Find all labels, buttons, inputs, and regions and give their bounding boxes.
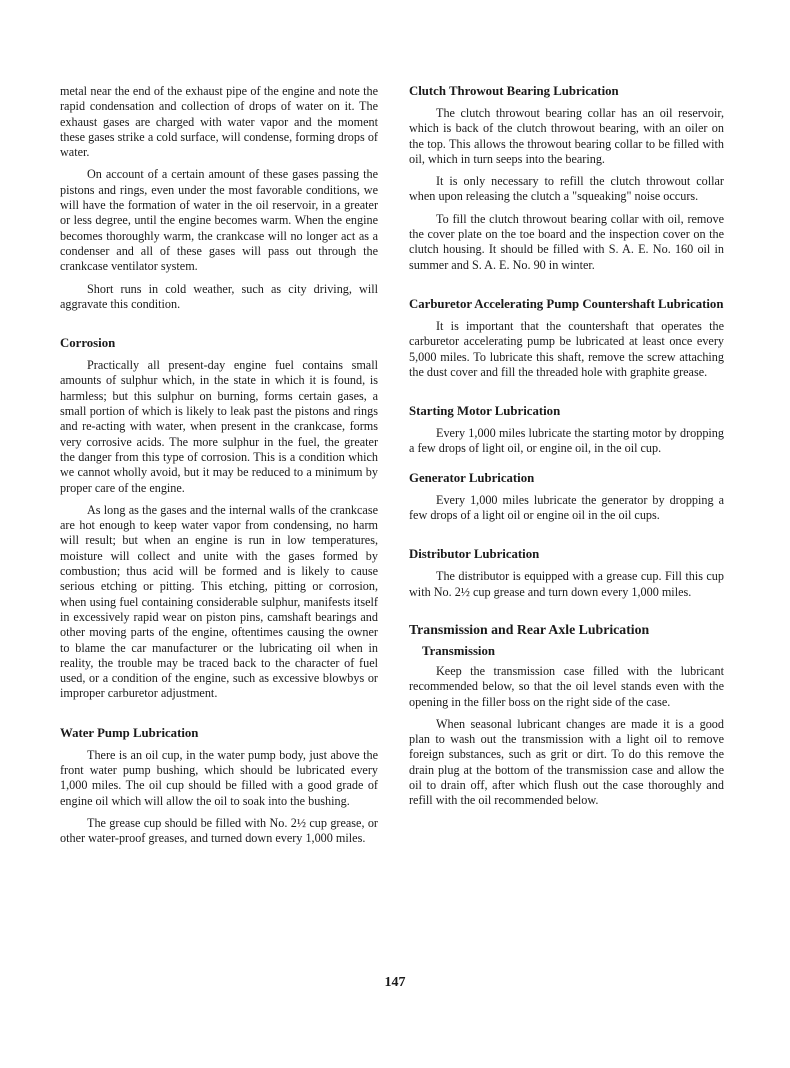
paragraph-clutch-1: The clutch throwout bearing collar has an oil reservoir, which is back of the clutch throwout bearing, with an oiler on the top. This allows the throwout bearing collar to be filled with oil, which in turn seeps into the bearing.: [409, 106, 724, 166]
subheading-transmission: Transmission: [422, 643, 496, 658]
paragraph-water-pump-1: There is an oil cup, in the water pump body, just above the front water pump bushing, which should be lubricated every 1,000 miles. The oil cup should be filled with a good grade of engine oil which will allow the oil to soak into the bushing.: [60, 747, 378, 808]
paragraph-corrosion-1: Practically all present-day engine fuel contains small amounts of sulphur which, in the state in which it is found, is harmless; but this sulphur on burning, forms certain gases, a small portion of which is likely to leak past the pistons and rings and re-acting with water, when present in the crankcase, forms very corrosive acids. The more sulphur in the fuel, the greater the danger from this type of corrosion. This is a condition which we cannot wholly avoid, but it may be reduced to a minimum by proper care of the engine.: [60, 358, 378, 495]
paragraph-transmission-1: Keep the transmission case filled with the lubricant recommended below, so that the oil level stands even with the opening in the filler boss on the right side of the case.: [409, 663, 724, 709]
page-number: 147: [384, 975, 406, 990]
paragraph-corrosion-2: As long as the gases and the internal walls of the crankcase are hot enough to keep water vapor from condensing, no harm will result; but when an engine is run in low temperatures, moisture will collect and unite with the gases formed by combustion; thus acid will be formed and is likely to cause serious etching or pitting. This etching, pitting or corrosion, when using fuel containing considerable sulphur, manifests itself in excessively rapid wear on piston pins, camshaft bearings and other moving parts of the engine, oftentimes causing the owner to blame the car manufacturer or the lubricating oil when in reality, the trouble may be traced back to the character of fuel used, or a condition of the engine, such as excessive blowbys or improper carburetor adjustment.: [60, 502, 378, 701]
paragraph-transmission-2: When seasonal lubricant changes are made it is a good plan to wash out the transmission with a light oil to remove foreign substances, such as grit or dirt. To do this remove the drain plug at the bottom of the transmission case and allow the oil to drain off, after which flush out the case thoroughly and refill with the oil recommended below.: [409, 716, 724, 808]
paragraph-clutch-2: It is only necessary to refill the clutch throwout collar when upon releasing the clutch a "squeaking" noise occurs.: [409, 174, 724, 204]
paragraph-clutch-3: To fill the clutch throwout bearing collar with oil, remove the cover plate on the toe board and the inspection cover on the clutch housing. It should be filled with S. A. E. No. 160 oil in summer and S. A. E. No. 90 in winter.: [409, 211, 724, 272]
left-column: [60, 84, 378, 853]
heading-starting-motor: Starting Motor Lubrication: [409, 404, 561, 419]
paragraph-carburetor-1: It is important that the countershaft that operates the carburetor accelerating pump be lubricated at least once every 5,000 miles. To lubricate this shaft, remove the screw attaching the dust cover and fill the threaded hole with graphite grease.: [409, 318, 724, 379]
heading-clutch: Clutch Throwout Bearing Lubrication: [409, 84, 619, 98]
heading-distributor: Distributor Lubrication: [409, 547, 540, 562]
paragraph-starting-motor-1: Every 1,000 miles lubricate the starting motor by dropping a few drops of light oil, or engine oil, in the oil cup.: [409, 426, 724, 456]
heading-water-pump: Water Pump Lubrication: [60, 725, 199, 740]
heading-transmission-rear-axle: Transmission and Rear Axle Lubrication: [409, 621, 650, 637]
paragraph-water-pump-2: The grease cup should be filled with No. 2½ cup grease, or other water-proof greases, and turned down every 1,000 miles.: [60, 815, 378, 846]
heading-generator: Generator Lubrication: [409, 470, 535, 485]
paragraph-continued: metal near the end of the exhaust pipe of the engine and note the rapid condensation and collection of drops of water on it. The exhaust gases are charged with water vapor and the moment these gases strike a cold surface, will condense, forming drops of water.: [60, 84, 378, 160]
paragraph-gases-account: On account of a certain amount of these gases passing the pistons and rings, even under the most favorable conditions, we will have the formation of water in the oil reservoir, in a greater or less degree, until the engine becomes warm. When the engine becomes thoroughly warm, the crankcase will no longer act as a condenser and all of these gases will pass out through the crankcase ventilator system.: [60, 167, 378, 274]
right-column: [409, 84, 724, 816]
paragraph-generator-1: Every 1,000 miles lubricate the generator by dropping a few drops of a light oil or engine oil in the oil cups.: [409, 492, 724, 523]
heading-corrosion: Corrosion: [60, 336, 116, 351]
paragraph-short-runs: Short runs in cold weather, such as city driving, will aggravate this condition.: [60, 281, 378, 311]
paragraph-distributor-1: The distributor is equipped with a grease cup. Fill this cup with No. 2½ cup grease and turn down every 1,000 miles.: [409, 569, 724, 599]
heading-carburetor: Carburetor Accelerating Pump Countershaft Lubrication: [409, 296, 724, 311]
